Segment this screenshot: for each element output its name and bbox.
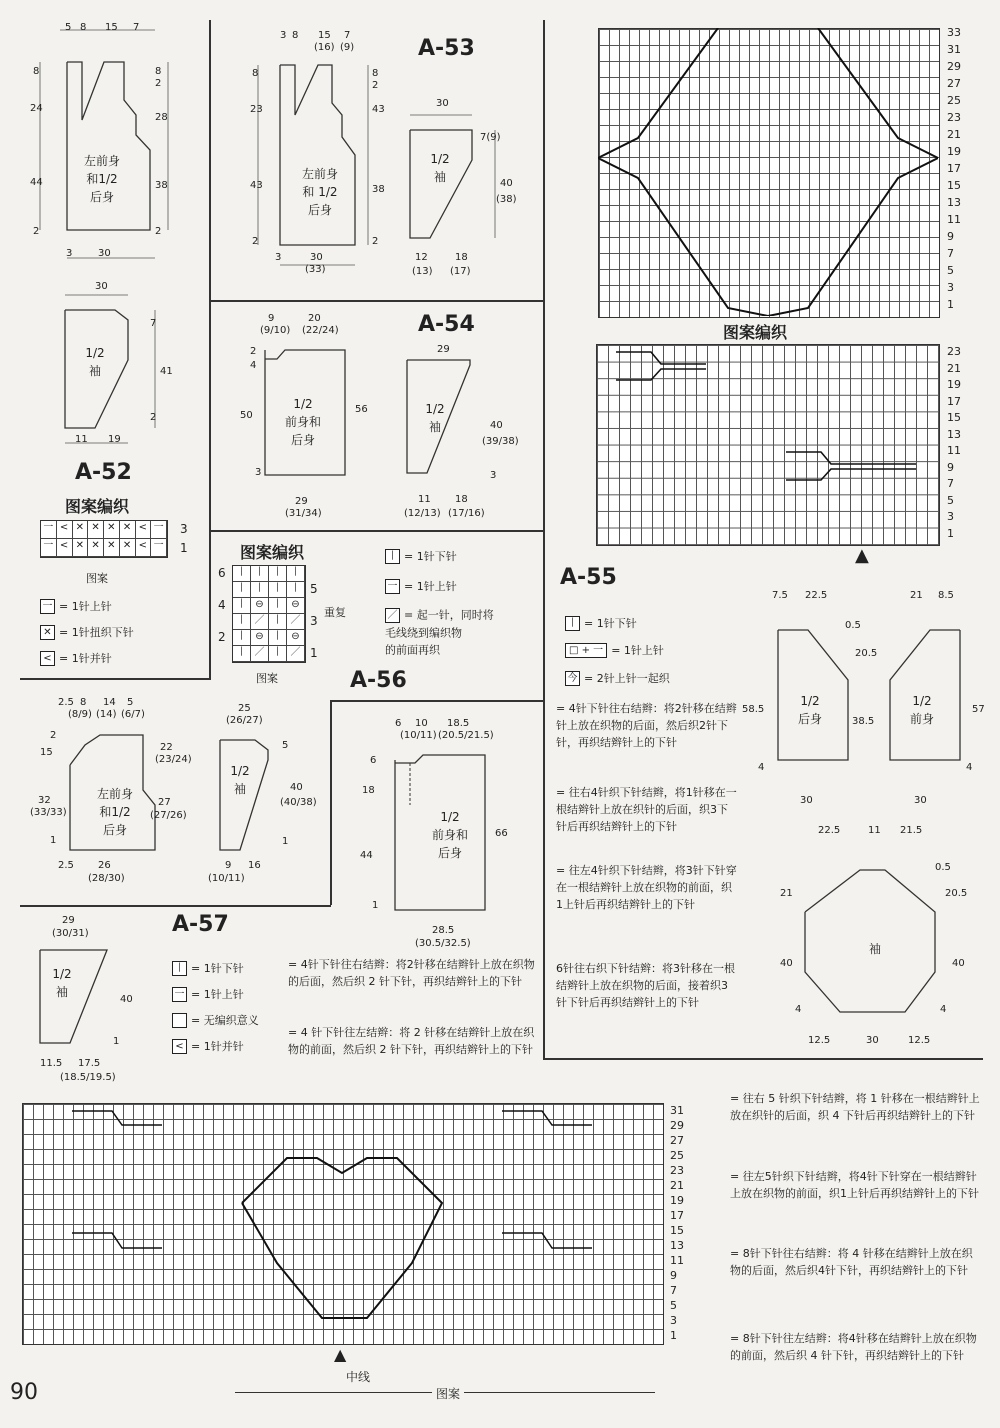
a56-dim: 1 xyxy=(372,900,379,911)
a56-dim: 26 xyxy=(98,860,111,871)
a56-dim: (27/26) xyxy=(150,810,187,821)
a56-dim: 66 xyxy=(495,828,508,839)
a52-front-schematic xyxy=(20,20,210,280)
a56-sleeve-label: 1/2 袖 xyxy=(230,764,250,796)
a55-dim: 21.5 xyxy=(900,825,923,836)
a57-legend-item: < = 1针并针 xyxy=(172,1038,244,1054)
a57-dim: 17.5 xyxy=(78,1058,101,1069)
a55-dim: 38.5 xyxy=(852,716,875,727)
a55-dim: 22.5 xyxy=(818,825,841,836)
a55-dim: 12.5 xyxy=(808,1035,831,1046)
a57-legend-item: 丨 = 1针下针 xyxy=(172,960,244,976)
a53-dim: (38) xyxy=(496,194,517,205)
a52-dim: 44 xyxy=(30,177,43,188)
a56-dim: 32 xyxy=(38,795,51,806)
a55-back-label: 1/2 后身 xyxy=(797,694,822,726)
a52-pattern-caption: 图案 xyxy=(86,572,108,585)
a57-legend-item: = 无编织意义 xyxy=(172,1012,259,1028)
a56-dim: 9 xyxy=(225,860,232,871)
a53-dim: 38 xyxy=(372,184,385,195)
a53-dim: 18 xyxy=(455,252,468,263)
a53-dim: 30 xyxy=(436,98,449,109)
a54-dim: (31/34) xyxy=(285,508,322,519)
a54-dim: 11 xyxy=(418,494,431,505)
divider-a53-bottom xyxy=(211,300,544,302)
a53-dim: 7(9) xyxy=(480,132,501,143)
a55-note: = 往左4针织下针结辫，将3针下针穿在一根结辫针上放在织物的前面，织1上针后再织结辫针上的下针 xyxy=(556,864,737,911)
a52-dim: 19 xyxy=(108,434,121,445)
a56-dim: 2 xyxy=(50,730,57,741)
a55-legend-item: 今 = 2针上针一起织 xyxy=(565,670,670,686)
a55-chart-1-caption: 图案编织 xyxy=(723,323,788,342)
a55-note: = 4针下针往右结辫：将2针移在结辫针上放在织物的后面，然后织2针下针，再织结辫针上的下针 xyxy=(556,702,737,749)
a54-dim: 29 xyxy=(437,344,450,355)
a55-dim: 0.5 xyxy=(845,620,861,631)
a56-dim: 10 xyxy=(415,718,428,729)
a55-dim: 12.5 xyxy=(908,1035,931,1046)
a52-dim: 2 xyxy=(155,226,162,237)
a53-dim: (16) xyxy=(314,42,335,53)
a52-front-label: 左前身 和1/2 后身 xyxy=(83,154,120,204)
a57-code: A-57 xyxy=(172,912,229,937)
a56-dim: 44 xyxy=(360,850,373,861)
a55-dim: 4 xyxy=(966,762,973,773)
divider-a54-bottom xyxy=(211,530,544,532)
a55-dim: 0.5 xyxy=(935,862,951,873)
a52-sleeve-label: 1/2 袖 xyxy=(85,346,105,378)
a52-dim: 8 xyxy=(33,66,40,77)
a57-dim: 1 xyxy=(113,1036,120,1047)
a55-dim: 7.5 xyxy=(772,590,788,601)
divider-a56-left xyxy=(330,700,332,905)
a56-dim: (14) xyxy=(96,709,117,720)
a55-dim: 22.5 xyxy=(805,590,828,601)
a56-dim: 6 xyxy=(395,718,402,729)
a56-dim: 15 xyxy=(40,747,53,758)
a57-dim: 40 xyxy=(120,994,133,1005)
a53-dim: (13) xyxy=(412,266,433,277)
a52-dim: 30 xyxy=(98,248,111,259)
a55-dim: 4 xyxy=(940,1004,947,1015)
a56-row: 1 xyxy=(310,646,318,660)
a54-dim: 2 xyxy=(250,346,257,357)
a56-row: 5 xyxy=(310,582,318,596)
a57-legend-item: 一 = 1针上针 xyxy=(172,986,244,1002)
a57-chart-caption: 图案 xyxy=(432,1385,464,1402)
a53-dim: 2 xyxy=(252,236,259,247)
a53-dim: 40 xyxy=(500,178,513,189)
a57-dim: (30/31) xyxy=(52,928,89,939)
a54-dim: 4 xyxy=(250,360,257,371)
a53-dim: 2 xyxy=(372,80,379,91)
a52-pattern-row: 1 xyxy=(180,541,188,555)
a56-legend-item: 一 = 1针上针 xyxy=(385,578,457,594)
a52-legend-item: 一 = 1针上针 xyxy=(40,598,112,614)
a55-front-label: 1/2 前身 xyxy=(909,694,934,726)
a54-body-label: 1/2 前身和 后身 xyxy=(284,397,321,447)
a52-pattern-row: 3 xyxy=(180,522,188,536)
a55-dim: 40 xyxy=(780,958,793,969)
a53-dim: 43 xyxy=(250,180,263,191)
a52-legend-item: ✕ = 1针扭织下针 xyxy=(40,624,134,640)
a57-dim: (18.5/19.5) xyxy=(60,1072,116,1083)
a57-bottom-note: = 8针下针往右结辫：将 4 针移在结辫针上放在织物的后面，然后织4针下针，再织结辫针上的下针 xyxy=(730,1247,973,1277)
a56-dim: (30.5/32.5) xyxy=(415,938,471,949)
a56-dim: 27 xyxy=(158,797,171,808)
divider-a56-bottom xyxy=(20,905,331,907)
a57-bottom-note: = 8针下针往左结辫：将4针移在结辫针上放在织物的前面，然后织 4 针下针，再织结辫针上的下针 xyxy=(730,1332,977,1362)
a56-row: 4 xyxy=(218,598,226,612)
a56-dim: 22 xyxy=(160,742,173,753)
a56-dim: 25 xyxy=(238,703,251,714)
a52-dim: 7 xyxy=(150,318,157,329)
a56-row: 6 xyxy=(218,566,226,580)
a55-dim: 21 xyxy=(780,888,793,899)
a56-dim: (33/33) xyxy=(30,807,67,818)
a53-code: A-53 xyxy=(418,36,475,61)
a52-dim: 41 xyxy=(160,366,173,377)
a52-code: A-52 xyxy=(75,460,132,485)
a52-dim: 30 xyxy=(95,281,108,292)
a54-dim: 20 xyxy=(308,313,321,324)
a53-sleeve-label: 1/2 袖 xyxy=(430,152,450,184)
a52-pattern-title: 图案编织 xyxy=(65,497,130,516)
a56-dim: (26/27) xyxy=(226,715,263,726)
a55-dim: 8.5 xyxy=(938,590,954,601)
a54-code: A-54 xyxy=(418,312,475,337)
a57-bottom-note: = 往左5针织下针结辫，将4针下针穿在一根结辫针上放在织物的前面，织1上针后再织结辫针上的下针 xyxy=(730,1170,979,1200)
a52-dim: 28 xyxy=(155,112,168,123)
a53-dim: 15 xyxy=(318,30,331,41)
a55-dim: 57 xyxy=(972,704,985,715)
a55-dim: 58.5 xyxy=(742,704,765,715)
a55-dim: 11 xyxy=(868,825,881,836)
a56-dim: (28/30) xyxy=(88,873,125,884)
a55-dim: 20.5 xyxy=(855,648,878,659)
a56-dim: (6/7) xyxy=(121,709,145,720)
a56-dim: 16 xyxy=(248,860,261,871)
a57-dim: 11.5 xyxy=(40,1058,63,1069)
a55-code: A-55 xyxy=(560,565,617,590)
a55-dim: 20.5 xyxy=(945,888,968,899)
a55-dim: 30 xyxy=(866,1035,879,1046)
a56-pattern-caption: 图案 xyxy=(256,672,278,685)
a54-dim: (17/16) xyxy=(448,508,485,519)
a53-dim: 2 xyxy=(372,236,379,247)
a56-pattern-grid: 丨 丨 丨 丨 丨 丨 丨 丨 丨 ⊖ 丨 ⊖ 丨 ／ 丨 ／ 丨 ⊖ 丨 ⊖ 丨 ／ 丨 ／ xyxy=(232,565,306,663)
divider-a52-bottom xyxy=(20,678,211,680)
a53-dim: (33) xyxy=(305,264,326,275)
a52-dim: 2 xyxy=(155,78,162,89)
a56-dim: (8/9) xyxy=(68,709,92,720)
a55-legend-item: 丨 = 1针下针 xyxy=(565,615,637,631)
a57-bottom-note: = 往右 5 针织下针结辫，将 1 针移在一根结辫针上放在织针的后面，织 4 下针后再织结辫针上的下针 xyxy=(730,1092,980,1122)
a56-dim: 18 xyxy=(362,785,375,796)
divider-a56-mid xyxy=(330,700,544,702)
a57-arrow-icon: ▲ xyxy=(334,1345,347,1364)
a56-dim: 18.5 xyxy=(447,718,470,729)
a54-sleeve-label: 1/2 袖 xyxy=(425,402,445,434)
a56-dim: 40 xyxy=(290,782,303,793)
a52-dim: 2 xyxy=(150,412,157,423)
a56-dim: 8 xyxy=(80,697,87,708)
a57-center-label: 中线 xyxy=(346,1370,371,1384)
a52-dim: 3 xyxy=(66,248,73,259)
a53-dim: 3 xyxy=(280,30,287,41)
a56-dim: 5 xyxy=(282,740,289,751)
a53-dim: 8 xyxy=(252,68,259,79)
a54-dim: 18 xyxy=(455,494,468,505)
page-number: 90 xyxy=(10,1380,38,1405)
a54-dim: 9 xyxy=(268,313,275,324)
a57-dim: 29 xyxy=(62,915,75,926)
a54-dim: 56 xyxy=(355,404,368,415)
a56-dim: (20.5/21.5) xyxy=(438,730,494,741)
a55-dim: 30 xyxy=(914,795,927,806)
a56-front-label: 左前身 和1/2 后身 xyxy=(96,787,133,837)
a56-dim: (10/11) xyxy=(400,730,437,741)
a56-dim: (40/38) xyxy=(280,797,317,808)
a53-dim: 12 xyxy=(415,252,428,263)
a56-dim: 1 xyxy=(50,835,57,846)
a56-code: A-56 xyxy=(350,668,407,693)
a56-legend-item: ／ = 起一针，同时将 毛线绕到编织物 的前面再织 xyxy=(385,608,494,657)
a57-note: = 4针下针往右结辫：将2针移在结辫针上放在织物的后面，然后织 2 针下针，再织结辫针上的下针 xyxy=(288,958,535,988)
a53-dim: 30 xyxy=(310,252,323,263)
a54-dim: (9/10) xyxy=(260,325,291,336)
a55-chart-1-diamond xyxy=(598,28,938,316)
a54-dim: 3 xyxy=(255,467,262,478)
a55-dim: 30 xyxy=(800,795,813,806)
a53-dim: 8 xyxy=(292,30,299,41)
a52-dim: 38 xyxy=(155,180,168,191)
a55-dim: 40 xyxy=(952,958,965,969)
a52-dim: 24 xyxy=(30,103,43,114)
a55-dim: 21 xyxy=(910,590,923,601)
a56-dim: 28.5 xyxy=(432,925,455,936)
a56-pattern-title: 图案编织 xyxy=(240,543,305,562)
a56-dim: 6 xyxy=(370,755,377,766)
a55-dim: 4 xyxy=(795,1004,802,1015)
a53-front-label: 左前身 和 1/2 后身 xyxy=(301,167,338,217)
a56-dim: (23/24) xyxy=(155,754,192,765)
a52-dim: 7 xyxy=(133,22,140,33)
divider-a53-right xyxy=(543,20,545,1060)
a56-dim: 2.5 xyxy=(58,860,74,871)
a56-legend-item: 丨 = 1针下针 xyxy=(385,548,457,564)
a56-dim: (10/11) xyxy=(208,873,245,884)
a57-sleeve-label: 1/2 袖 xyxy=(52,967,72,999)
a55-legend-item: □ + 一 = 1针上针 xyxy=(565,642,664,658)
a52-dim: 8 xyxy=(155,66,162,77)
a56-dim: 2.5 xyxy=(58,697,74,708)
a52-dim: 5 xyxy=(65,22,72,33)
a52-dim: 2 xyxy=(33,226,40,237)
a52-pattern-grid: 一 < ✕ ✕ ✕ ✕ < 一 一 < ✕ ✕ ✕ ✕ < 一 xyxy=(40,520,168,558)
a54-dim: 50 xyxy=(240,410,253,421)
a56-dim: 14 xyxy=(103,697,116,708)
a57-note: = 4 针下针往左结辫：将 2 针移在结辫针上放在织物的前面，然后织 2 针下针，再织结辫针上的下针 xyxy=(288,1026,535,1056)
a55-note: 6针往右织下针结辫：将3针移在一根结辫针上放在织物的后面，接着织3针下针后再织结辫针上的下针 xyxy=(556,962,735,1009)
a56-dim: 5 xyxy=(127,697,134,708)
a52-dim: 11 xyxy=(75,434,88,445)
a54-dim: (39/38) xyxy=(482,436,519,447)
a55-dim: 4 xyxy=(758,762,765,773)
a53-dim: 43 xyxy=(372,104,385,115)
a54-dim: 29 xyxy=(295,496,308,507)
a54-dim: (12/13) xyxy=(404,508,441,519)
a52-legend-item: < = 1针并针 xyxy=(40,650,112,666)
a53-dim: (17) xyxy=(450,266,471,277)
a53-front-schematic xyxy=(240,25,370,275)
a54-dim: (22/24) xyxy=(302,325,339,336)
a53-dim: (9) xyxy=(340,42,355,53)
a54-dim: 40 xyxy=(490,420,503,431)
a55-arrow-icon: ▲ xyxy=(855,545,869,566)
a52-dim: 8 xyxy=(80,22,87,33)
a53-dim: 3 xyxy=(275,252,282,263)
a55-chart-2-cables xyxy=(596,344,938,544)
divider-a55-bottom xyxy=(543,1058,983,1060)
a55-sleeve-label: 袖 xyxy=(868,942,881,956)
a55-note: = 往右4针织下针结辫，将1针移在一根结辫针上放在织针的后面，织3下针后再织结辫针上的下针 xyxy=(556,786,737,833)
a56-body-label: 1/2 前身和 后身 xyxy=(431,810,468,860)
a53-dim: 23 xyxy=(250,104,263,115)
a54-dim: 3 xyxy=(490,470,497,481)
a56-repeat-label: 重复 xyxy=(324,606,346,619)
a53-dim: 7 xyxy=(344,30,351,41)
a56-dim: 1 xyxy=(282,836,289,847)
a56-row: 3 xyxy=(310,614,318,628)
a53-dim: 8 xyxy=(372,68,379,79)
a56-row: 2 xyxy=(218,630,226,644)
a52-dim: 15 xyxy=(105,22,118,33)
a57-chart-heart xyxy=(22,1103,662,1343)
